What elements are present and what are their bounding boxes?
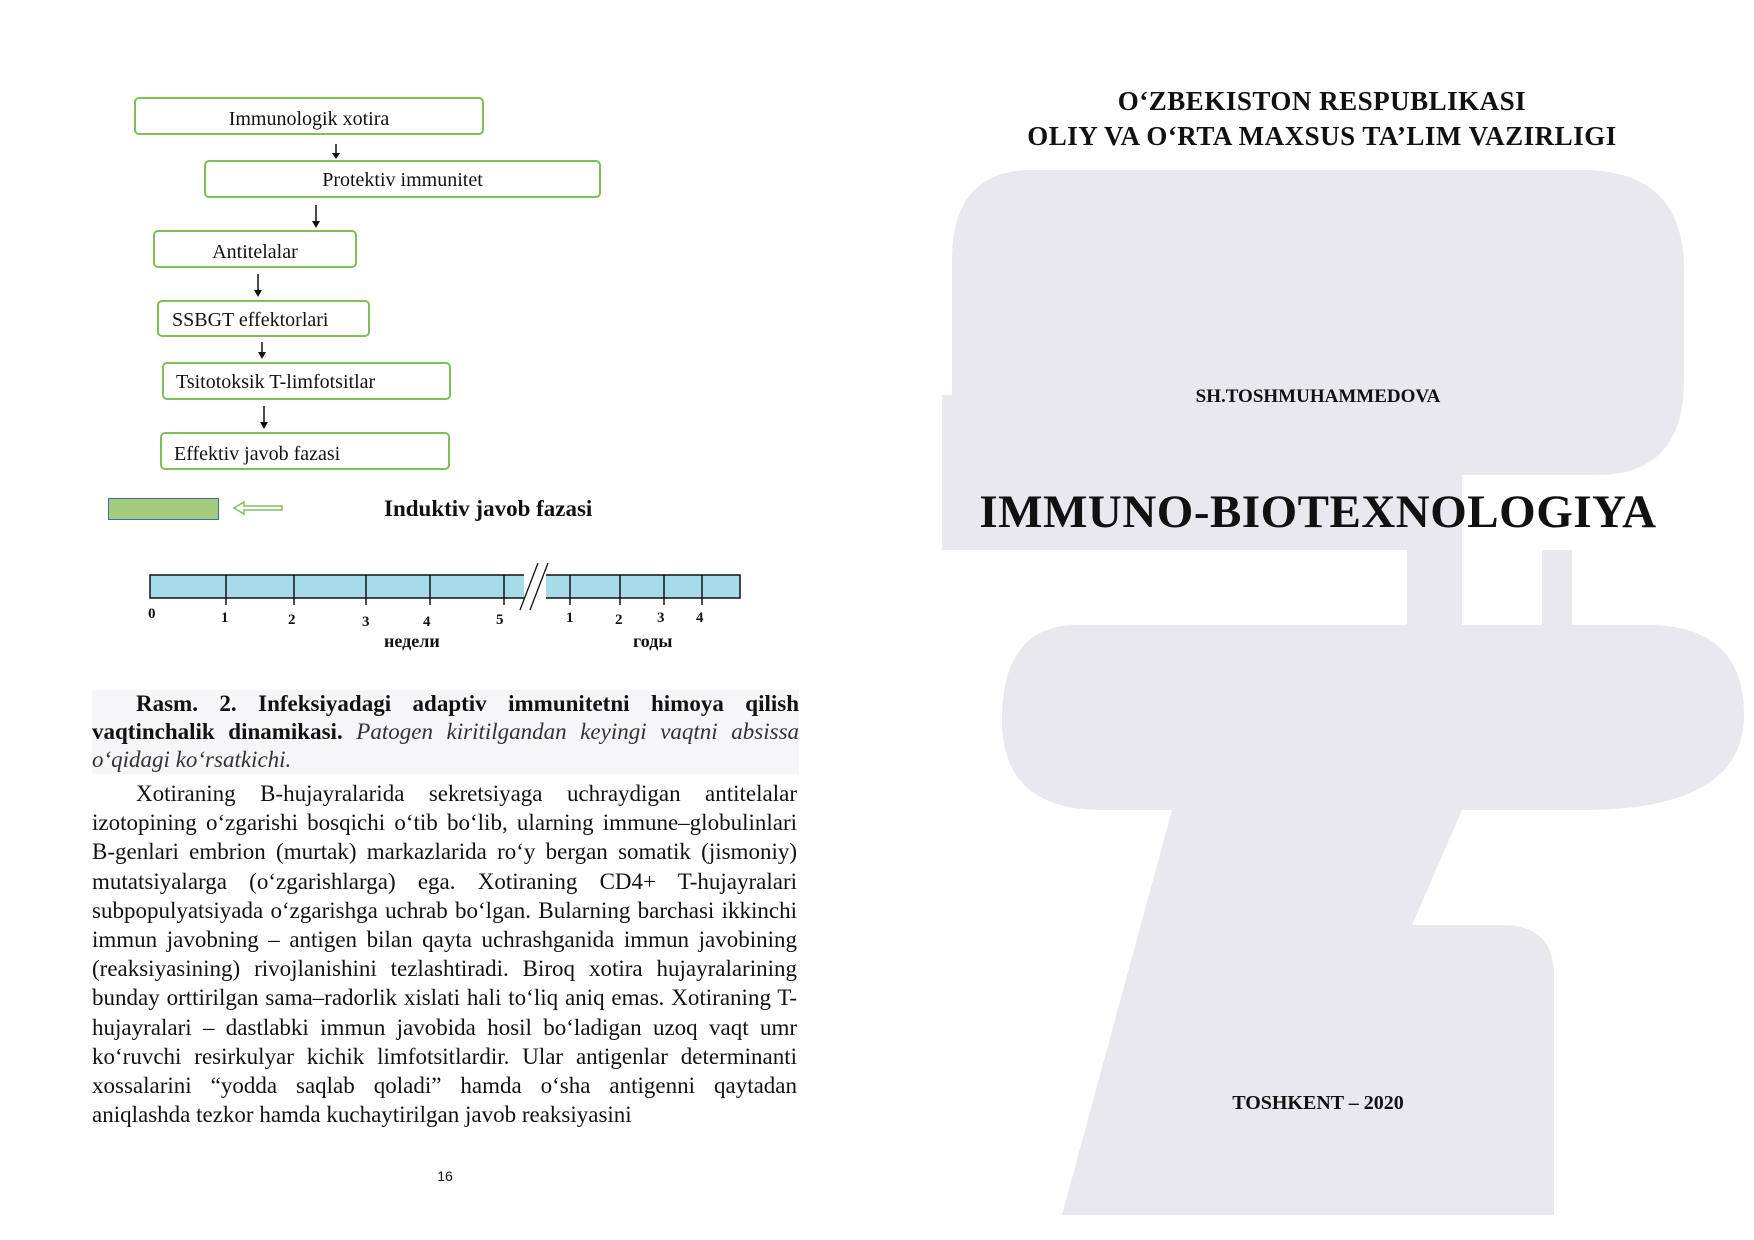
arrow-left-icon — [232, 498, 284, 518]
box-ssbgt-effektorlari: SSBGT effektorlari — [157, 300, 370, 337]
arrow-down-icon — [256, 342, 268, 360]
arrow-down-icon — [330, 144, 342, 160]
arrow-down-icon — [258, 406, 270, 430]
timeline-tick-label: 3 — [657, 610, 665, 626]
caption-note: Patogen kiritilgandan keyingi vaqtni absissa o‘qidagi ko‘rsatkichi. — [92, 719, 800, 772]
timeline-years-label: годы — [633, 631, 673, 651]
page-number: 16 — [437, 1168, 453, 1184]
box-tsitotoksik-t-limfotsitlar: Tsitotoksik T-limfotsitlar — [162, 362, 451, 400]
cover-background-shape — [942, 170, 1754, 1215]
box-effektiv-javob-fazasi: Effektiv javob fazasi — [160, 432, 450, 470]
timeline-tick-label: 0 — [148, 606, 156, 622]
author-name: SH.TOSHMUHAMMEDOVA — [1195, 386, 1441, 407]
box-antitelalar: Antitelalar — [153, 230, 357, 268]
timeline-tick-label: 3 — [362, 614, 370, 630]
box-immunologik-xotira: Immunologik xotira — [134, 97, 484, 135]
timeline-axis — [140, 560, 750, 660]
book-title: IMMUNO-BIOTEXNOLOGIYA — [979, 486, 1657, 538]
timeline-tick-label: 4 — [423, 614, 431, 630]
ministry-line-2: OLIY VA O‘RTA MAXSUS TA’LIM VAZIRLIGI — [1027, 121, 1617, 151]
caption-prefix: Rasm. 2. — [136, 691, 237, 716]
timeline-tick-label: 4 — [696, 610, 704, 626]
place-year: TOSHKENT – 2020 — [1232, 1092, 1404, 1114]
body-paragraph: Xotiraning B-hujayralarida sekretsiyaga uchraydigan antitelalar izotopining o‘zgarishi bosqichi o‘tib bo‘lib, ularning immune–globulinlari B-genlari embrion (murtak) markazlarida ro‘y bergan somatik (jismoniy) mutatsiyalarga (o‘zgarishlarga) ega. Xotiraning CD4+ T-hujayralari subpopulyatsiyada o‘zgarishga uchrab bo‘lgan. Bularning barchasi ikkinchi immun javobning – antigen bilan qayta uchrashganida immun javobining (reaksiyasining) rivojlanishini tezlashtiradi. Biroq xotira hujayralarining bunday orttirilgan sama–radorlik xislati hali to‘liq aniq emas. Xotiraning T-hujayralari – dastlabki immun javobida hosil bo‘ladigan uzoq vaqt umr ko‘ruvchi resirkulyar kichik limfotsitlardir. Ular antigenlar determinanti xossalarini “yodda saqlab qoladi” hamda o‘sha antigenni qaytadan aniqlashda tezkor hamda kuchaytirilgan javob reaksiyasini — [92, 781, 797, 1128]
arrow-down-icon — [310, 205, 322, 229]
figure-caption — [92, 690, 799, 774]
box-protektiv-immunitet: Protektiv immunitet — [204, 160, 601, 198]
ministry-heading — [942, 84, 1702, 154]
ministry-line-1: O‘ZBEKISTON RESPUBLIKASI — [1117, 86, 1527, 116]
timeline-tick-label: 5 — [496, 612, 504, 628]
arrow-down-icon — [252, 274, 264, 298]
legend-label: Induktiv javob fazasi — [384, 496, 593, 521]
timeline-tick-label: 1 — [566, 610, 574, 626]
caption-title: Infeksiyadagi adaptiv immunitetni himoya qilish vaqtinchalik dinamikasi. — [92, 691, 799, 744]
timeline-tick-label: 2 — [288, 612, 296, 628]
timeline-weeks-label: недели — [384, 631, 440, 651]
timeline-tick-label: 1 — [221, 610, 229, 626]
legend-swatch — [108, 498, 219, 520]
timeline-tick-label: 2 — [615, 612, 623, 628]
